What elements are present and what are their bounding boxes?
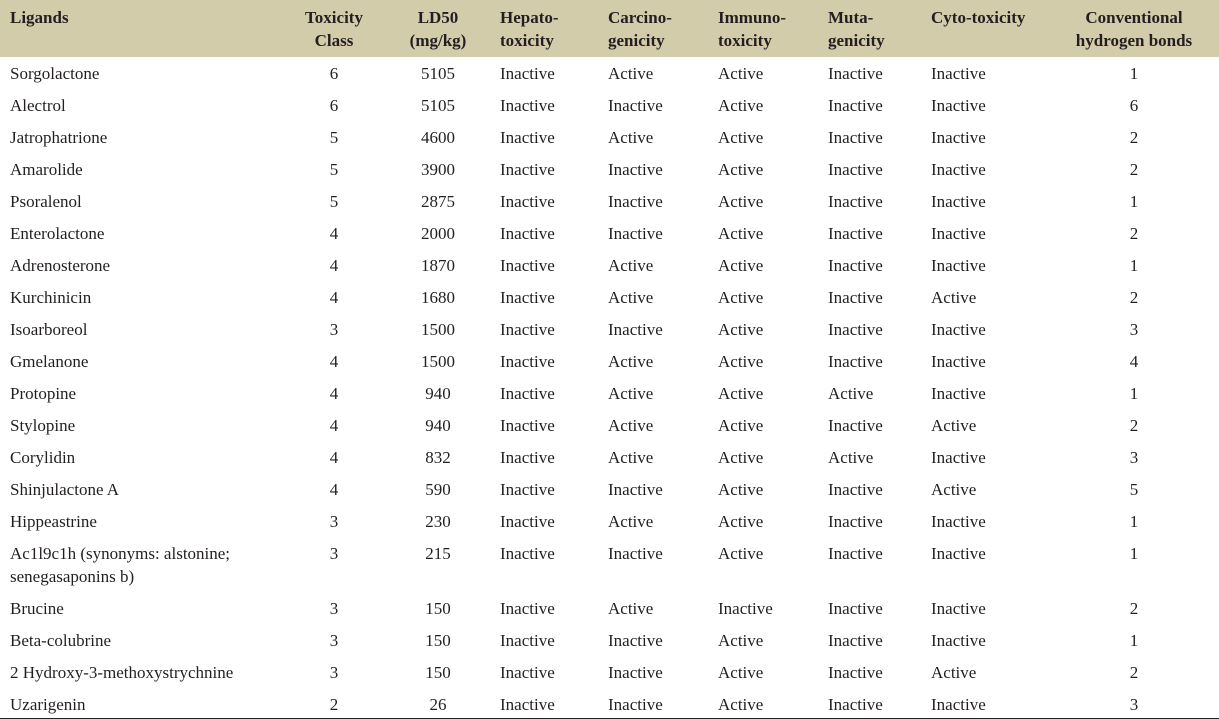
cell-ligand: Gmelanone (10, 352, 89, 371)
cell-immunotoxicity: Active (718, 64, 764, 83)
header-toxicity-class: Toxicity Class (305, 8, 363, 50)
cell-ligand: Sorgolactone (10, 64, 100, 83)
cell-toxicity-class: 4 (329, 288, 339, 307)
cell-hydrogen-bonds: 1 (1129, 631, 1139, 650)
table-row (0, 506, 1219, 538)
cell-ld50: 590 (425, 480, 451, 499)
cell-toxicity-class: 4 (329, 480, 339, 499)
cell-ligand: Isoarboreol (10, 320, 88, 339)
table-row (0, 593, 1219, 625)
header-immunotoxicity: Immuno- toxicity (718, 8, 787, 50)
table-header (0, 0, 1219, 57)
cell-toxicity-class: 2 (292, 689, 376, 719)
cell-mutagenicity: Inactive (828, 288, 883, 307)
cell-hydrogen-bonds: 6 (1129, 96, 1139, 115)
cell-cytotoxicity: Inactive (931, 160, 986, 179)
header-ld50: LD50 (mg/kg) (409, 8, 467, 50)
cell-cytotoxicity: Inactive (931, 352, 986, 371)
cell-immunotoxicity: Active (718, 192, 764, 211)
cell-immunotoxicity: Active (718, 448, 764, 467)
cell-cytotoxicity: Active (931, 288, 977, 307)
cell-mutagenicity: Inactive (828, 544, 883, 563)
cell-immunotoxicity: Active (718, 224, 764, 243)
cell-cytotoxicity: Inactive (931, 384, 986, 403)
cell-hepatotoxicity: Inactive (500, 64, 555, 83)
cell-carcinogenicity: Inactive (608, 631, 663, 650)
header-cytotoxicity: Cyto-toxicity (931, 8, 1026, 27)
cell-carcinogenicity: Active (608, 448, 654, 467)
cell-ld50: 150 (425, 631, 451, 650)
cell-toxicity-class: 3 (329, 631, 339, 650)
cell-hydrogen-bonds: 1 (1129, 64, 1139, 83)
header-ligands: Ligands (10, 8, 69, 27)
table-row (0, 282, 1219, 314)
cell-mutagenicity: Inactive (828, 352, 883, 371)
cell-carcinogenicity: Inactive (608, 544, 663, 563)
cell-toxicity-class: 3 (329, 663, 339, 682)
header-hepatotoxicity: Hepato- toxicity (500, 8, 559, 50)
cell-ld50: 150 (425, 599, 451, 618)
cell-hepatotoxicity: Inactive (500, 288, 555, 307)
cell-hydrogen-bonds: 2 (1129, 416, 1139, 435)
cell-ld50: 832 (425, 448, 451, 467)
header-mutagenicity: Muta- genicity (828, 8, 885, 50)
cell-hepatotoxicity: Inactive (500, 256, 555, 275)
cell-carcinogenicity: Inactive (608, 96, 663, 115)
cell-cytotoxicity: Inactive (931, 192, 986, 211)
cell-cytotoxicity: Inactive (931, 128, 986, 147)
cell-ld50: 940 (425, 384, 451, 403)
cell-immunotoxicity: Active (718, 480, 764, 499)
cell-toxicity-class: 4 (329, 416, 339, 435)
cell-carcinogenicity: Inactive (608, 160, 663, 179)
cell-cytotoxicity: Active (931, 663, 977, 682)
header-carcinogenicity: Carcino- genicity (608, 8, 672, 50)
cell-immunotoxicity: Active (718, 96, 764, 115)
cell-carcinogenicity: Active (608, 352, 654, 371)
cell-ligand: Psoralenol (10, 192, 82, 211)
cell-carcinogenicity: Active (608, 256, 654, 275)
cell-ligand: Stylopine (10, 416, 76, 435)
cell-hydrogen-bonds: 2 (1129, 224, 1139, 243)
cell-cytotoxicity: Inactive (931, 689, 1049, 719)
cell-hydrogen-bonds: 1 (1129, 512, 1139, 531)
cell-toxicity-class: 3 (329, 320, 339, 339)
table-row (0, 474, 1219, 506)
cell-toxicity-class: 3 (329, 512, 339, 531)
cell-ligand: Enterolactone (10, 224, 105, 243)
table-row (0, 314, 1219, 346)
cell-hydrogen-bonds: 3 (1049, 689, 1219, 719)
cell-toxicity-class: 5 (329, 160, 339, 179)
cell-hydrogen-bonds: 3 (1129, 448, 1139, 467)
table-row (0, 442, 1219, 474)
cell-cytotoxicity: Inactive (931, 224, 986, 243)
cell-mutagenicity: Active (828, 384, 874, 403)
cell-toxicity-class: 4 (329, 256, 339, 275)
cell-mutagenicity: Inactive (828, 128, 883, 147)
cell-hepatotoxicity: Inactive (500, 631, 555, 650)
cell-hydrogen-bonds: 2 (1129, 663, 1139, 682)
cell-hepatotoxicity: Inactive (500, 160, 555, 179)
cell-mutagenicity: Inactive (828, 64, 883, 83)
cell-ld50: 5105 (421, 96, 455, 115)
cell-immunotoxicity: Active (718, 128, 764, 147)
cell-toxicity-class: 5 (329, 192, 339, 211)
cell-hydrogen-bonds: 1 (1129, 384, 1139, 403)
cell-mutagenicity: Inactive (828, 96, 883, 115)
cell-ld50: 940 (425, 416, 451, 435)
cell-mutagenicity: Inactive (828, 689, 931, 719)
cell-ligand: Shinjulactone A (10, 480, 120, 499)
cell-carcinogenicity: Active (608, 288, 654, 307)
cell-cytotoxicity: Inactive (931, 599, 986, 618)
cell-ligand: Jatrophatrione (10, 128, 108, 147)
cell-ld50: 230 (425, 512, 451, 531)
cell-ligand: 2 Hydroxy-3-methoxystrychnine (10, 663, 234, 682)
cell-ld50: 3900 (421, 160, 455, 179)
cell-ld50: 1500 (421, 320, 455, 339)
cell-hydrogen-bonds: 2 (1129, 599, 1139, 618)
cell-ld50: 2000 (421, 224, 455, 243)
cell-immunotoxicity: Inactive (718, 599, 773, 618)
cell-ligand: Protopine (10, 384, 77, 403)
cell-hepatotoxicity: Inactive (500, 512, 555, 531)
header-row (0, 0, 1219, 57)
cell-mutagenicity: Inactive (828, 416, 883, 435)
table-row (0, 410, 1219, 442)
cell-hepatotoxicity: Inactive (500, 224, 555, 243)
cell-immunotoxicity: Active (718, 256, 764, 275)
cell-immunotoxicity: Active (718, 352, 764, 371)
cell-hydrogen-bonds: 4 (1129, 352, 1139, 371)
cell-immunotoxicity: Active (718, 631, 764, 650)
cell-ligand: Adrenosterone (10, 256, 111, 275)
table-row (0, 538, 1219, 593)
cell-ld50: 5105 (421, 64, 455, 83)
cell-hepatotoxicity: Inactive (500, 96, 555, 115)
table-row (0, 657, 1219, 689)
cell-carcinogenicity: Active (608, 128, 654, 147)
cell-toxicity-class: 6 (329, 64, 339, 83)
cell-cytotoxicity: Inactive (931, 448, 986, 467)
table-row (0, 218, 1219, 250)
cell-ligand: Kurchinicin (10, 288, 92, 307)
cell-immunotoxicity: Active (718, 320, 764, 339)
cell-mutagenicity: Inactive (828, 599, 883, 618)
cell-hepatotoxicity: Inactive (500, 480, 555, 499)
cell-cytotoxicity: Inactive (931, 544, 986, 563)
cell-toxicity-class: 6 (329, 96, 339, 115)
cell-hepatotoxicity: Inactive (500, 192, 555, 211)
cell-ld50: 1680 (421, 288, 455, 307)
cell-hydrogen-bonds: 3 (1129, 320, 1139, 339)
cell-mutagenicity: Active (828, 448, 874, 467)
cell-hydrogen-bonds: 2 (1129, 288, 1139, 307)
cell-immunotoxicity: Active (718, 416, 764, 435)
cell-mutagenicity: Inactive (828, 224, 883, 243)
table-row (0, 90, 1219, 122)
cell-carcinogenicity: Inactive (608, 663, 663, 682)
cell-mutagenicity: Inactive (828, 512, 883, 531)
cell-ld50: 2875 (421, 192, 455, 211)
table-body (0, 57, 1219, 719)
table-row (0, 122, 1219, 154)
cell-hepatotoxicity: Inactive (500, 352, 555, 371)
cell-ld50: 4600 (421, 128, 455, 147)
cell-hepatotoxicity: Inactive (500, 689, 608, 719)
header-hydrogen-bonds: Conventional hydrogen bonds (1075, 8, 1193, 50)
cell-ld50: 215 (425, 544, 451, 563)
cell-immunotoxicity: Active (718, 288, 764, 307)
cell-toxicity-class: 4 (329, 352, 339, 371)
cell-carcinogenicity: Active (608, 512, 654, 531)
cell-mutagenicity: Inactive (828, 320, 883, 339)
cell-ligand: Beta-colubrine (10, 631, 112, 650)
cell-carcinogenicity: Active (608, 599, 654, 618)
cell-hepatotoxicity: Inactive (500, 599, 555, 618)
cell-mutagenicity: Inactive (828, 192, 883, 211)
cell-carcinogenicity: Inactive (608, 224, 663, 243)
cell-ld50: 1870 (421, 256, 455, 275)
cell-cytotoxicity: Inactive (931, 512, 986, 531)
cell-ligand: Amarolide (10, 160, 83, 179)
table-row (0, 346, 1219, 378)
cell-ligand: Ac1l9c1h (synonyms: alstonine; senegasaponins b) (10, 544, 231, 586)
table-row (0, 250, 1219, 282)
cell-hepatotoxicity: Inactive (500, 448, 555, 467)
cell-hepatotoxicity: Inactive (500, 128, 555, 147)
cell-cytotoxicity: Active (931, 416, 977, 435)
cell-mutagenicity: Inactive (828, 663, 883, 682)
cell-toxicity-class: 5 (329, 128, 339, 147)
cell-mutagenicity: Inactive (828, 256, 883, 275)
cell-ld50: 150 (425, 663, 451, 682)
table-row (0, 57, 1219, 90)
cell-toxicity-class: 4 (329, 448, 339, 467)
cell-ligand: Corylidin (10, 448, 76, 467)
cell-immunotoxicity: Active (718, 544, 764, 563)
cell-hepatotoxicity: Inactive (500, 544, 555, 563)
cell-carcinogenicity: Inactive (608, 689, 718, 719)
cell-toxicity-class: 4 (329, 224, 339, 243)
cell-hepatotoxicity: Inactive (500, 663, 555, 682)
cell-hydrogen-bonds: 1 (1129, 544, 1139, 563)
cell-carcinogenicity: Inactive (608, 320, 663, 339)
cell-ligand: Alectrol (10, 96, 66, 115)
cell-cytotoxicity: Active (931, 480, 977, 499)
cell-mutagenicity: Inactive (828, 160, 883, 179)
cell-toxicity-class: 3 (329, 599, 339, 618)
cell-ligand: Uzarigenin (0, 689, 292, 719)
cell-hydrogen-bonds: 1 (1129, 192, 1139, 211)
cell-carcinogenicity: Inactive (608, 480, 663, 499)
cell-mutagenicity: Inactive (828, 480, 883, 499)
cell-hydrogen-bonds: 5 (1129, 480, 1139, 499)
cell-carcinogenicity: Active (608, 384, 654, 403)
cell-immunotoxicity: Active (718, 512, 764, 531)
cell-immunotoxicity: Active (718, 663, 764, 682)
cell-immunotoxicity: Active (718, 384, 764, 403)
cell-hepatotoxicity: Inactive (500, 384, 555, 403)
cell-toxicity-class: 4 (329, 384, 339, 403)
cell-toxicity-class: 3 (329, 544, 339, 563)
cell-mutagenicity: Inactive (828, 631, 883, 650)
cell-hepatotoxicity: Inactive (500, 416, 555, 435)
table-row (0, 186, 1219, 218)
cell-cytotoxicity: Inactive (931, 64, 986, 83)
cell-ligand: Hippeastrine (10, 512, 97, 531)
cell-cytotoxicity: Inactive (931, 631, 986, 650)
cell-hydrogen-bonds: 1 (1129, 256, 1139, 275)
cell-hydrogen-bonds: 2 (1129, 160, 1139, 179)
cell-hepatotoxicity: Inactive (500, 320, 555, 339)
cell-immunotoxicity: Active (718, 160, 764, 179)
table-row (0, 154, 1219, 186)
cell-carcinogenicity: Active (608, 64, 654, 83)
cell-ld50: 26 (376, 689, 500, 719)
cell-ld50: 1500 (421, 352, 455, 371)
table-row (0, 625, 1219, 657)
cell-carcinogenicity: Active (608, 416, 654, 435)
cell-hydrogen-bonds: 2 (1129, 128, 1139, 147)
cell-cytotoxicity: Inactive (931, 256, 986, 275)
cell-ligand: Brucine (10, 599, 64, 618)
table-row (0, 378, 1219, 410)
cell-carcinogenicity: Inactive (608, 192, 663, 211)
cell-cytotoxicity: Inactive (931, 96, 986, 115)
cell-cytotoxicity: Inactive (931, 320, 986, 339)
cell-immunotoxicity: Active (718, 689, 828, 719)
table-row (0, 689, 1219, 719)
